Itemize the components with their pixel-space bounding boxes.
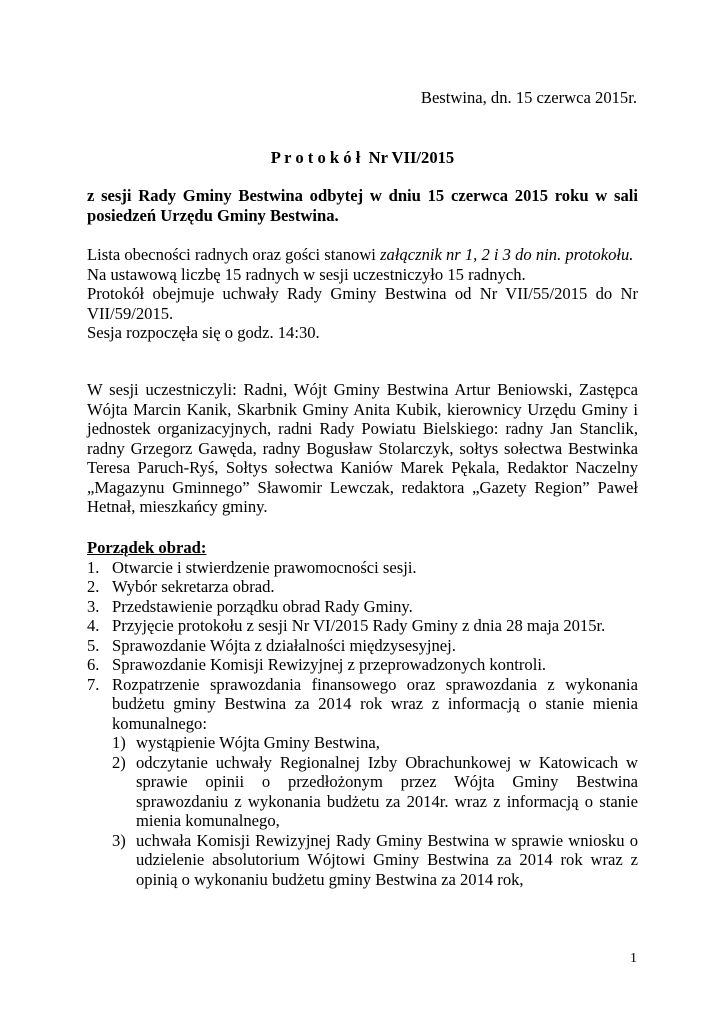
list-item (87, 577, 638, 597)
agenda-heading: Porządek obrad: (87, 538, 207, 557)
list-item-text: Sprawozdanie Komisji Rewizyjnej z przeprowadzonych kontroli. (112, 655, 547, 674)
agenda-list (87, 558, 638, 890)
list-item (87, 655, 638, 675)
attendance-prefix: Lista obecności radnych oraz gości stanowi (87, 245, 381, 264)
sublist-item (112, 831, 638, 890)
list-item-number: 1. (87, 557, 100, 577)
sublist-item (112, 733, 638, 753)
attendance-line (87, 245, 638, 265)
list-item-text: Rozpatrzenie sprawozdania finansowego oraz sprawozdania z wykonania budżetu gminy Bestwina za 2014 rok wraz z informacją o stanie mienia komunalnego: (112, 674, 638, 733)
list-item-text: Sprawozdanie Wójta z działalności międzysesyjnej. (112, 635, 456, 655)
start-time-line: Sesja rozpoczęła się o godz. 14:30. (87, 323, 320, 342)
document-title: P r o t o k ó ł Nr VII/2015 (270, 148, 455, 167)
agenda-sublist (112, 733, 638, 889)
list-item-text: Przedstawienie porządku obrad Rady Gminy. (112, 596, 413, 616)
sublist-item-number: 1) (112, 733, 126, 752)
list-item-number: 2. (87, 577, 100, 596)
quorum-line: Na ustawową liczbę 15 radnych w sesji uczestniczyło 15 radnych. (87, 264, 526, 284)
document-subtitle (87, 186, 638, 225)
list-item-text: Przyjęcie protokołu z sesji Nr VI/2015 Rady Gminy z dnia 28 maja 2015r. (112, 616, 606, 635)
list-item (87, 597, 638, 617)
sublist-item-number: 2) (112, 752, 126, 772)
sublist-item-text: wystąpienie Wójta Gminy Bestwina, (136, 733, 380, 752)
list-item-number: 6. (87, 655, 100, 674)
list-item-text: Wybór sekretarza obrad. (112, 577, 275, 596)
list-item-number: 5. (87, 635, 100, 655)
list-item (87, 636, 638, 656)
list-item (87, 616, 638, 636)
document-date: Bestwina, dn. 15 czerwca 2015r. (420, 88, 637, 107)
subtitle-text: z sesji Rady Gminy Bestwina odbytej w dniu 15 czerwca 2015 roku w sali posiedzeń Urzędu Gminy Bestwina. (87, 186, 638, 225)
list-item-number: 4. (87, 616, 100, 635)
page-number: 1 (630, 951, 637, 966)
list-item (87, 558, 638, 578)
agenda-section (87, 538, 638, 889)
session-info (87, 245, 638, 343)
attendance-attachment: załącznik nr 1, 2 i 3 do nin. protokołu. (380, 245, 634, 264)
list-item-text: Otwarcie i stwierdzenie prawomocności sesji. (112, 557, 417, 577)
list-item (87, 675, 638, 890)
sublist-item-text: uchwała Komisji Rewizyjnej Rady Gminy Bestwina w sprawie wniosku o udzielenie absolutorium Wójtowi Gminy Bestwina za 2014 rok wraz z opinią o wykonaniu budżetu gminy Bestwina za 2014 rok, (136, 830, 638, 889)
sublist-item (112, 753, 638, 831)
sublist-item-text: odczytanie uchwały Regionalnej Izby Obrachunkowej w Katowicach w sprawie opinii o przedłożonym przez Wójta Gminy Bestwina sprawozdaniu z wykonania budżetu za 2014r. wraz z informacją o stanie mienia komunalnego, (136, 752, 638, 830)
participants-paragraph (87, 380, 638, 517)
resolutions-line: Protokół obejmuje uchwały Rady Gminy Bestwina od Nr VII/55/2015 do Nr VII/59/2015. (87, 284, 638, 323)
sublist-item-number: 3) (112, 830, 126, 850)
list-item-number: 7. (87, 674, 100, 694)
list-item-number: 3. (87, 596, 100, 616)
participants-text: W sesji uczestniczyli: Radni, Wójt Gminy Bestwina Artur Beniowski, Zastępca Wójta Marcin Kanik, Skarbnik Gminy Anita Kubik, kierownicy Urzędu Gminy i jednostek organizacyjnych, radni Rady Powiatu Bielskiego: radny Jan Stanclik, radny Grzegorz Gawęda, radny Bogusław Stolarczyk, sołtys sołectwa Bestwinka Teresa Paruch-Ryś, Sołtys sołectwa Kaniów Marek Pękala, Redaktor Naczelny „Magazynu Gminnego” Sławomir Lewczak, redaktora „Gazety Region” Paweł Hetnał, mieszkańcy gminy. (87, 380, 638, 516)
